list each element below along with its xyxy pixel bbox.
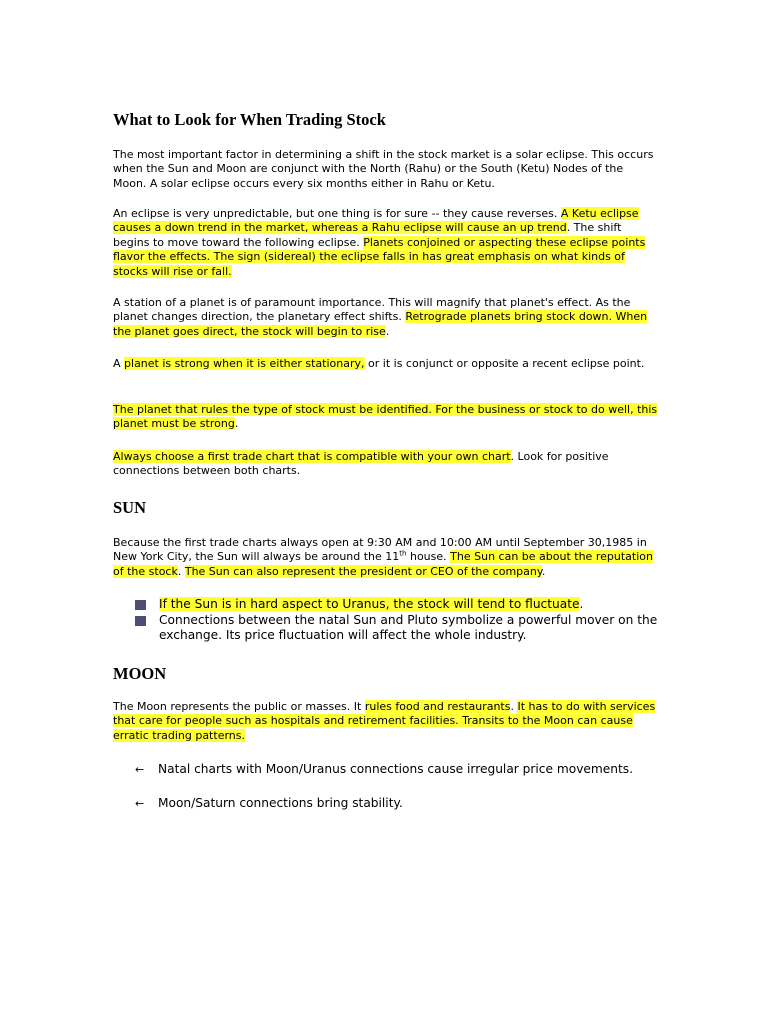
text-run: The most important factor in determining a shift in the stock market is a solar eclipse. This occurs when the Sun and Moon are conjunct with the North (Rahu) or the South (Ketu) Nodes of the Moon. A solar eclipse occurs every six months either in Rahu or Ketu. [113,148,654,190]
square-bullet-icon [135,616,146,626]
intro-paragraph-3 [113,296,658,339]
highlighted-text: The Sun can be about the reputation of the stock [113,550,653,578]
text-run: A [113,357,125,370]
highlighted-text: Always choose a first trade chart that is compatible with your own chart [113,450,511,463]
list-item [135,796,675,812]
intro-paragraph-2 [113,207,658,279]
intro-paragraph-4 [113,357,658,371]
text-run: . [177,564,185,578]
highlighted-text: A Ketu eclipse causes a down trend in the market, whereas a Rahu eclipse will cause an up trend [113,207,639,235]
left-arrow-icon: ← [135,763,145,776]
square-bullet-icon [135,600,146,610]
section-heading-moon: MOON [113,664,167,683]
highlighted-text: planet is strong when it is either stationary, [124,357,365,370]
highlighted-text: Planets conjoined or aspecting these eclipse points flavor the effects. The sign (sidereal) the eclipse falls in has great emphasis on what kinds of stocks will rise or fall. [113,235,646,278]
intro-paragraph-1 [113,148,658,191]
highlighted-text: rules food and restaurants [364,700,511,713]
moon-paragraph [113,700,658,743]
list-item [135,613,665,644]
highlighted-text: Retrograde planets bring stock down. When the planet goes direct, the stock will begin to rise [113,310,648,338]
text-run: . [579,597,584,611]
list-item [135,597,665,613]
highlighted-text: It has to do with services that care for people such as hospitals and retirement facilities. Transits to the Moon can cause erratic trading patterns. [113,700,656,742]
section-heading-sun: SUN [113,498,147,517]
text-run: . [234,417,239,431]
text-run: . The shift begins to move toward the following eclipse. [113,221,622,249]
highlighted-text: If the Sun is in hard aspect to Uranus, the stock will tend to fluctuate [159,597,580,611]
page-title: What to Look for When Trading Stock [113,110,386,129]
text-run: Moon/Saturn connections bring stability. [158,796,403,810]
highlighted-text: The Sun can also represent the president or CEO of the company [184,564,542,578]
intro-paragraph-6 [113,450,658,479]
text-run: The Moon represents the public or masses. It [113,700,365,713]
text-run: . Look for positive connections between both charts. [113,450,609,478]
superscript: th [399,549,407,558]
text-run: Connections between the natal Sun and Pluto symbolize a powerful mover on the exchange. Its price fluctuation will affect the whole industry. [159,612,658,642]
text-run: . [385,324,390,338]
list-item [135,762,675,778]
text-run: A station of a planet is of paramount importance. This will magnify that planet's effect. As the planet changes direction, the planetary effect shifts. [113,296,631,324]
text-run: house. [406,550,451,564]
sun-paragraph [113,536,658,579]
text-run: . [541,564,546,578]
intro-paragraph-5 [113,403,658,432]
highlighted-text: The planet that rules the type of stock must be identified. For the business or stock to do well, this planet must be strong [113,403,658,431]
text-run: Because the first trade charts always open at 9:30 AM and 10:00 AM until September 30,1985 in New York City, the Sun will always be around the 11 [113,536,647,564]
text-run: An eclipse is very unpredictable, but one thing is for sure -- they cause reverses. [113,207,561,220]
text-run: Natal charts with Moon/Uranus connections cause irregular price movements. [158,762,634,776]
text-run: . [510,700,518,713]
left-arrow-icon: ← [135,797,145,810]
text-run: or it is conjunct or opposite a recent eclipse point. [364,357,645,370]
sun-bullet-list [135,597,665,644]
